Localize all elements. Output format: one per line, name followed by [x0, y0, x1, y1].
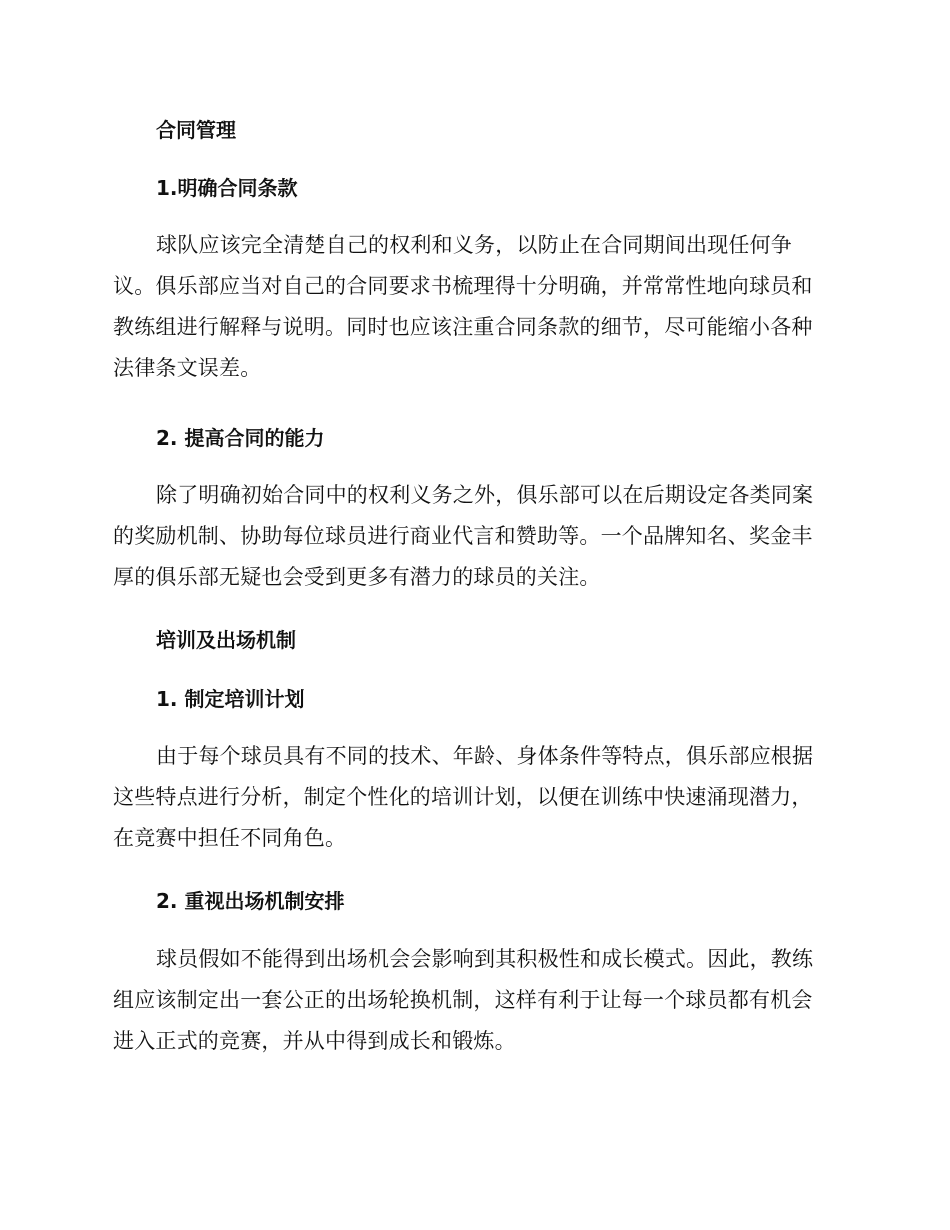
section-title-training-appearance: 培训及出场机制: [156, 628, 296, 652]
paragraph-improve-contract: 除了明确初始合同中的权利义务之外，俱乐部可以在后期设定各类同案的奖励机制、协助每位球员进行商业代言和赞助等。一个品牌知名、奖金丰厚的俱乐部无疑也会受到更多有潜力的球员的关注。: [113, 483, 814, 589]
subsection-heading-clarify-terms: 1.明确合同条款: [156, 176, 298, 200]
paragraph-clarify-terms: 球队应该完全清楚自己的权利和义务，以防止在合同期间出现任何争议。俱乐部应当对自己的合同要求书梳理得十分明确，并常常性地向球员和教练组进行解释与说明。同时也应该注重合同条款的细节，尽可能缩小各种法律条文误差。: [113, 233, 813, 380]
paragraph-training-plan: 由于每个球员具有不同的技术、年龄、身体条件等特点，俱乐部应根据这些特点进行分析，制定个性化的培训计划，以便在训练中快速涌现潜力，在竞赛中担任不同角色。: [113, 744, 814, 850]
subsection-heading-appearance-mechanism: 2. 重视出场机制安排: [156, 889, 345, 913]
subsection-heading-improve-contract: 2. 提高合同的能力: [156, 426, 325, 450]
section-title-contract-management: 合同管理: [156, 118, 236, 142]
subsection-heading-training-plan: 1. 制定培训计划: [156, 687, 305, 711]
paragraph-appearance-mechanism: 球员假如不能得到出场机会会影响到其积极性和成长模式。因此，教练组应该制定出一套公正的出场轮换机制，这样有利于让每一个球员都有机会进入正式的竞赛，并从中得到成长和锻炼。: [113, 947, 814, 1053]
